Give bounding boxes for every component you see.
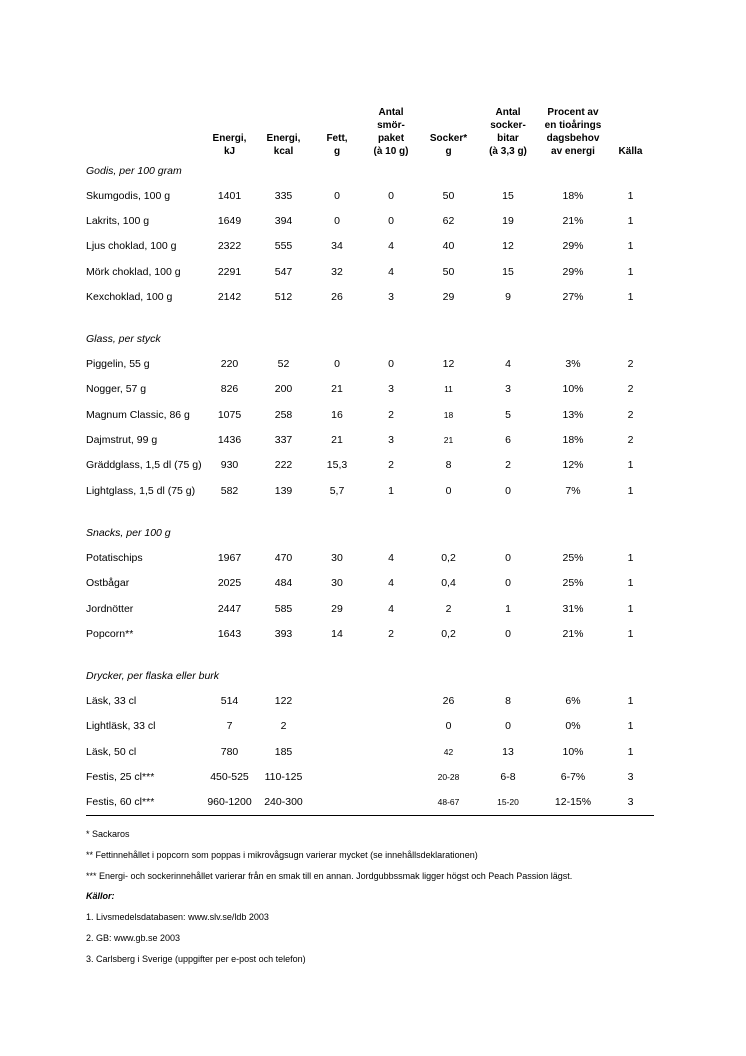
butter-packs-cell: 4 [388, 265, 394, 278]
section-spacer [86, 503, 654, 520]
sugar-cubes-cell: 12 [502, 240, 514, 253]
item-name-cell: Dajmstrut, 99 g [86, 434, 158, 447]
fat-g-cell: 21 [331, 434, 343, 447]
source-cell: 1 [627, 695, 634, 708]
energy-kcal-cell: 139 [274, 484, 293, 497]
daily-percent-cell: 12-15% [539, 790, 607, 816]
item-name-cell: Lightläsk, 33 cl [86, 720, 156, 733]
table-row [86, 259, 654, 284]
source-cell: 3 [627, 770, 634, 783]
item-name-cell: Skumgodis, 100 g [86, 189, 171, 202]
sugar-cubes-cell: 4 [505, 358, 511, 371]
source-cell: 1 [627, 577, 634, 590]
fat-g-cell: 30 [331, 577, 343, 590]
energy-kcal-cell: 337 [274, 434, 293, 447]
section-spacer [86, 646, 654, 663]
section-title: Godis, per 100 gram [86, 164, 182, 177]
energy-kj-cell: 2447 [217, 602, 242, 615]
item-name-cell: Ljus choklad, 100 g [86, 240, 177, 253]
sugar-cubes-cell: 0 [505, 484, 511, 497]
source-cell: 1 [627, 240, 634, 253]
source-cell: 2 [627, 408, 634, 421]
daily-percent-cell: 29% [562, 265, 584, 278]
source-cell: 1 [627, 459, 634, 472]
butter-packs-cell [362, 764, 420, 789]
fat-g-cell [312, 688, 362, 713]
sugar-cubes-cell: 0 [505, 720, 511, 733]
butter-packs-cell [362, 688, 420, 713]
source-cell: 1 [627, 290, 634, 303]
item-name-cell: Kexchoklad, 100 g [86, 290, 173, 303]
table-row [86, 764, 654, 789]
sugar-g-cell: 2 [445, 602, 452, 615]
fat-g-cell: 16 [331, 408, 343, 421]
table-row [86, 427, 654, 452]
column-header-fat-g: Fett, g [326, 133, 348, 157]
item-name-cell: Festis, 60 cl*** [86, 790, 204, 816]
butter-packs-cell: 0 [388, 214, 394, 227]
energy-kcal-cell: 110-125 [264, 770, 303, 783]
source-cell: 1 [627, 551, 634, 564]
column-header-item-name [86, 98, 204, 158]
energy-kcal-cell: 222 [274, 459, 293, 472]
sugar-g-cell: 0,2 [441, 627, 456, 640]
table-row [86, 234, 654, 259]
sugar-g-cell: 11 [444, 384, 453, 395]
table-row [86, 478, 654, 503]
daily-percent-cell: 25% [562, 551, 584, 564]
energy-kj-cell: 930 [220, 459, 239, 472]
butter-packs-cell: 1 [388, 484, 394, 497]
sugar-cubes-cell: 13 [502, 745, 514, 758]
column-header-energy-kj: Energi, kJ [212, 133, 247, 157]
butter-packs-cell: 0 [388, 189, 394, 202]
butter-packs-cell: 3 [388, 434, 394, 447]
butter-packs-cell: 0 [388, 358, 394, 371]
section-title-row [86, 158, 654, 183]
table-row [86, 688, 654, 713]
table-row [86, 453, 654, 478]
energy-kj-cell: 1075 [217, 408, 242, 421]
source-cell: 1 [627, 627, 634, 640]
sugar-g-cell: 21 [443, 435, 454, 446]
energy-kcal-cell: 2 [280, 720, 287, 733]
fat-g-cell: 14 [331, 627, 343, 640]
sugar-cubes-cell: 15-20 [477, 790, 539, 816]
table-row [86, 596, 654, 621]
sugar-g-cell: 50 [442, 265, 455, 278]
sugar-g-cell: 26 [442, 695, 455, 708]
section-title-row [86, 520, 654, 545]
sugar-cubes-cell: 3 [505, 383, 511, 396]
butter-packs-cell: 4 [388, 240, 394, 253]
source-cell: 1 [627, 484, 634, 497]
energy-kcal-cell: 52 [277, 358, 290, 371]
sugar-cubes-cell: 0 [505, 551, 511, 564]
fat-g-cell [312, 764, 362, 789]
butter-packs-cell [362, 790, 420, 816]
section-title: Drycker, per flaska eller burk [86, 669, 220, 682]
table-row [86, 571, 654, 596]
energy-kj-cell: 1967 [217, 551, 242, 564]
energy-kj-cell: 1436 [217, 434, 242, 447]
column-header-energy-kcal: Energi, kcal [266, 133, 301, 157]
energy-kj-cell: 1401 [217, 189, 242, 202]
table-row [86, 545, 654, 570]
butter-packs-cell [362, 714, 420, 739]
daily-percent-cell: 0% [565, 720, 581, 733]
energy-kcal-cell: 240-300 [255, 790, 312, 816]
daily-percent-cell: 29% [562, 240, 584, 253]
sugar-cubes-cell: 5 [505, 408, 511, 421]
energy-kj-cell: 514 [220, 695, 239, 708]
item-name-cell: Festis, 25 cl*** [86, 770, 155, 783]
fat-g-cell: 0 [334, 358, 340, 371]
nutrition-table [86, 98, 654, 816]
section-title-row [86, 326, 654, 351]
daily-percent-cell: 25% [562, 577, 584, 590]
energy-kj-cell: 2025 [217, 577, 242, 590]
table-row [86, 284, 654, 309]
sugar-g-cell: 40 [442, 240, 455, 253]
sugar-g-cell: 42 [443, 746, 454, 757]
sugar-cubes-cell: 2 [505, 459, 511, 472]
fat-g-cell [312, 790, 362, 816]
energy-kcal-cell: 555 [274, 240, 293, 253]
fat-g-cell: 34 [331, 240, 343, 253]
energy-kj-cell: 1643 [217, 627, 242, 640]
spacer-cell [86, 309, 654, 326]
source-cell: 2 [627, 434, 634, 447]
energy-kj-cell: 780 [220, 745, 239, 758]
source-cell: 2 [627, 383, 634, 396]
source-item: 1. Livsmedelsdatabasen: www.slv.se/ldb 2003 [86, 912, 269, 923]
item-name-cell: Lakrits, 100 g [86, 214, 150, 227]
energy-kcal-cell: 547 [274, 265, 293, 278]
sugar-g-cell: 0 [445, 720, 452, 733]
source-cell: 1 [627, 265, 634, 278]
energy-kj-cell: 1649 [217, 214, 242, 227]
item-name-cell: Mörk choklad, 100 g [86, 265, 181, 278]
fat-g-cell: 21 [331, 383, 343, 396]
footnotes [86, 824, 686, 970]
fat-g-cell: 29 [331, 602, 343, 615]
source-cell: 1 [627, 720, 634, 733]
spacer-cell [86, 646, 654, 663]
daily-percent-cell: 13% [562, 408, 584, 421]
butter-packs-cell: 4 [388, 602, 394, 615]
sugar-g-cell: 8 [445, 459, 452, 472]
sugar-cubes-cell: 1 [505, 602, 511, 615]
daily-percent-cell: 10% [562, 745, 584, 758]
source-item: 3. Carlsberg i Sverige (uppgifter per e-post och telefon) [86, 953, 306, 964]
fat-g-cell: 5,7 [329, 484, 345, 497]
column-header-daily-percent: Procent av en tioårings dagsbehov av energi [544, 107, 602, 157]
energy-kj-cell: 2291 [217, 265, 242, 278]
sugar-g-cell: 18 [443, 409, 454, 420]
table-row [86, 402, 654, 427]
butter-packs-cell: 4 [388, 551, 394, 564]
energy-kcal-cell: 470 [274, 551, 293, 564]
spacer-cell [86, 503, 654, 520]
footnote-sackaros: * Sackaros [86, 829, 130, 839]
sugar-cubes-cell: 15 [502, 265, 514, 278]
sugar-cubes-cell: 19 [502, 214, 514, 227]
item-name-cell: Läsk, 33 cl [86, 695, 137, 708]
butter-packs-cell: 2 [388, 627, 394, 640]
daily-percent-cell: 18% [562, 434, 584, 447]
energy-kcal-cell: 200 [274, 383, 293, 396]
item-name-cell: Läsk, 50 cl [86, 745, 137, 758]
source-cell: 1 [627, 214, 634, 227]
sugar-cubes-cell: 6-8 [500, 770, 516, 783]
daily-percent-cell: 31% [562, 602, 584, 615]
energy-kj-cell: 7 [226, 720, 233, 733]
item-name-cell: Piggelin, 55 g [86, 358, 150, 371]
daily-percent-cell: 18% [562, 189, 584, 202]
item-name-cell: Gräddglass, 1,5 dl (75 g) [86, 459, 202, 472]
source-cell: 2 [627, 358, 634, 371]
item-name-cell: Nogger, 57 g [86, 383, 147, 396]
energy-kj-cell: 450-525 [210, 770, 249, 783]
energy-kj-cell: 2142 [217, 290, 242, 303]
sugar-cubes-cell: 6 [505, 434, 511, 447]
item-name-cell: Ostbågar [86, 577, 130, 590]
sugar-cubes-cell: 0 [505, 577, 511, 590]
sugar-cubes-cell: 15 [502, 189, 514, 202]
source-cell: 1 [627, 745, 634, 758]
table-row [86, 621, 654, 646]
fat-g-cell [312, 739, 362, 764]
item-name-cell: Lightglass, 1,5 dl (75 g) [86, 484, 196, 497]
sugar-cubes-cell: 0 [505, 627, 511, 640]
daily-percent-cell: 3% [565, 358, 581, 371]
energy-kcal-cell: 512 [274, 290, 293, 303]
energy-kcal-cell: 585 [274, 602, 293, 615]
butter-packs-cell [362, 739, 420, 764]
sugar-g-cell: 0 [445, 484, 452, 497]
source-cell: 3 [607, 790, 654, 816]
fat-g-cell: 0 [334, 189, 340, 202]
energy-kcal-cell: 484 [274, 577, 293, 590]
energy-kcal-cell: 258 [274, 408, 293, 421]
daily-percent-cell: 10% [562, 383, 584, 396]
table-row [86, 377, 654, 402]
column-header-source: Källa [618, 146, 643, 157]
sugar-g-cell: 0,4 [441, 577, 456, 590]
table-row [86, 183, 654, 208]
energy-kcal-cell: 393 [274, 627, 293, 640]
daily-percent-cell: 6-7% [560, 770, 586, 783]
column-header-sugar-g: Socker* g [429, 133, 468, 157]
table-row [86, 790, 654, 816]
table-header-row [86, 98, 654, 158]
footnote-festis: *** Energi- och sockerinnehållet varierar från en smak till en annan. Jordgubbssmak ligger högst och Peach Passion lägst. [86, 870, 573, 881]
table-row [86, 351, 654, 376]
daily-percent-cell: 21% [562, 214, 584, 227]
footnote-popcorn: ** Fettinnehållet i popcorn som poppas i mikrovågsugn varierar mycket (se innehållsdeklarationen) [86, 849, 478, 860]
daily-percent-cell: 12% [562, 459, 584, 472]
energy-kj-cell: 826 [220, 383, 239, 396]
table-row [86, 739, 654, 764]
energy-kcal-cell: 335 [274, 189, 293, 202]
butter-packs-cell: 2 [388, 408, 394, 421]
butter-packs-cell: 3 [388, 290, 394, 303]
section-title: Glass, per styck [86, 332, 161, 345]
column-header-sugar-cubes: Antal socker- bitar (à 3,3 g) [489, 107, 527, 157]
sugar-g-cell: 20-28 [437, 771, 460, 782]
energy-kj-cell: 960-1200 [204, 790, 255, 816]
sugar-g-cell: 12 [442, 358, 455, 371]
energy-kj-cell: 220 [220, 358, 239, 371]
column-header-butter-packs: Antal smör- paket (à 10 g) [373, 107, 409, 157]
energy-kj-cell: 582 [220, 484, 239, 497]
fat-g-cell: 0 [334, 214, 340, 227]
sugar-g-cell: 0,2 [441, 551, 456, 564]
source-cell: 1 [627, 602, 634, 615]
energy-kcal-cell: 122 [274, 695, 293, 708]
section-title-row [86, 663, 654, 688]
energy-kcal-cell: 394 [274, 214, 293, 227]
daily-percent-cell: 27% [562, 290, 584, 303]
item-name-cell: Popcorn** [86, 627, 134, 640]
sugar-g-cell: 29 [442, 290, 455, 303]
table-row [86, 208, 654, 233]
daily-percent-cell: 7% [565, 484, 581, 497]
item-name-cell: Potatischips [86, 551, 143, 564]
butter-packs-cell: 4 [388, 577, 394, 590]
fat-g-cell: 30 [331, 551, 343, 564]
fat-g-cell [312, 714, 362, 739]
energy-kcal-cell: 185 [274, 745, 293, 758]
sources-heading: Källor: [86, 891, 115, 902]
table-row [86, 714, 654, 739]
butter-packs-cell: 2 [388, 459, 394, 472]
source-item: 2. GB: www.gb.se 2003 [86, 932, 181, 943]
fat-g-cell: 32 [331, 265, 343, 278]
fat-g-cell: 26 [331, 290, 343, 303]
fat-g-cell: 15,3 [326, 459, 348, 472]
item-name-cell: Magnum Classic, 86 g [86, 408, 190, 421]
daily-percent-cell: 6% [565, 695, 581, 708]
sugar-g-cell: 48-67 [420, 790, 477, 816]
source-cell: 1 [627, 189, 634, 202]
sugar-g-cell: 50 [442, 189, 455, 202]
sugar-cubes-cell: 9 [505, 290, 511, 303]
sugar-g-cell: 62 [442, 214, 455, 227]
section-spacer [86, 309, 654, 326]
item-name-cell: Jordnötter [86, 602, 134, 615]
sugar-cubes-cell: 8 [505, 695, 511, 708]
butter-packs-cell: 3 [388, 383, 394, 396]
energy-kj-cell: 2322 [217, 240, 242, 253]
section-title: Snacks, per 100 g [86, 526, 171, 539]
daily-percent-cell: 21% [562, 627, 584, 640]
